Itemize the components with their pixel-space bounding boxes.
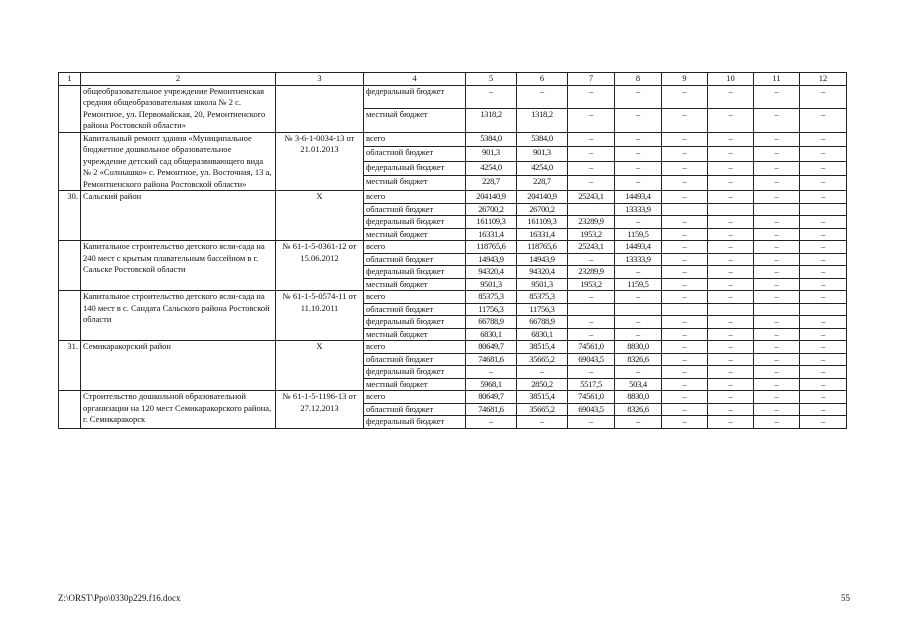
amount-cell: – [754,291,800,304]
amount-cell: – [708,416,754,429]
column-header: 1 [59,73,81,86]
amount-cell: 8326,6 [615,403,662,416]
amount-cell: – [662,109,708,133]
amount-cell: – [662,328,708,341]
amount-cell: – [754,228,800,241]
amount-cell: – [708,266,754,279]
amount-cell: 228,7 [466,176,517,191]
funding-source: федеральный бюджет [364,316,466,329]
amount-cell: – [754,191,800,204]
amount-cell: – [615,109,662,133]
amount-cell: – [708,132,754,147]
amount-cell: – [708,147,754,162]
amount-cell: 74681,6 [466,403,517,416]
amount-cell: – [800,366,847,379]
column-header: 9 [662,73,708,86]
funding-source: областной бюджет [364,147,466,162]
object-name: Капитальный ремонт здания «Муниципальное бюджетное дошкольное образовательное учреждение детский сад общеразвивающего вида № 2 «Солнышко» с. Ремонтное, ул. Восточная, 13 а, Ремонтненского района Ростовской области» [81,132,276,191]
amount-cell: – [662,366,708,379]
column-header: 4 [364,73,466,86]
amount-cell: 25243,1 [568,191,615,204]
amount-cell: – [615,328,662,341]
amount-cell: – [662,132,708,147]
amount-cell [568,303,615,316]
table-row [59,191,847,204]
object-name: общеобразовательное учреждение Ремонтненская средняя общеобразовательная школа № 2 с. Ремонтное, ул. Первомайская, 20, Ремонтненского района Ростовской области» [81,85,276,132]
object-name: Строительство дошкольной образовательной организации на 120 мест Семикаракорского района, г. Семикаракорск [81,391,276,429]
amount-cell: – [754,109,800,133]
amount-cell: – [708,176,754,191]
amount-cell: 23289,9 [568,216,615,229]
amount-cell: 8830,0 [615,341,662,354]
amount-cell: – [466,416,517,429]
amount-cell: 74561,0 [568,341,615,354]
amount-cell: – [708,316,754,329]
amount-cell: – [708,391,754,404]
table-row [59,241,847,254]
column-header: 3 [276,73,364,86]
table-row [59,85,847,109]
column-header: 5 [466,73,517,86]
item-number [59,241,81,291]
amount-cell: – [615,176,662,191]
amount-cell: – [708,328,754,341]
amount-cell: – [754,176,800,191]
amount-cell: – [615,147,662,162]
item-number: 31. [59,341,81,391]
amount-cell [662,203,708,216]
object-name: Сальский район [81,191,276,241]
item-number [59,391,81,429]
item-number [59,85,81,132]
expertise-code: Х [276,341,364,391]
amount-cell: 1318,2 [517,109,568,133]
amount-cell [708,303,754,316]
funding-source: федеральный бюджет [364,266,466,279]
amount-cell: – [754,391,800,404]
column-header: 10 [708,73,754,86]
funding-source: федеральный бюджет [364,366,466,379]
amount-cell: – [800,341,847,354]
amount-cell: – [662,176,708,191]
amount-cell [754,203,800,216]
amount-cell: – [568,253,615,266]
funding-source: местный бюджет [364,109,466,133]
amount-cell: – [800,191,847,204]
amount-cell: – [754,132,800,147]
amount-cell: 26700,2 [517,203,568,216]
amount-cell: 901,3 [466,147,517,162]
column-header: 2 [81,73,276,86]
expertise-code: № 61-1-5-1196-13 от 27.12.2013 [276,391,364,429]
amount-cell: – [754,378,800,391]
amount-cell: 161109,3 [517,216,568,229]
amount-cell: – [800,328,847,341]
funding-source: федеральный бюджет [364,85,466,109]
amount-cell: – [615,216,662,229]
amount-cell: – [615,161,662,176]
amount-cell: – [662,266,708,279]
amount-cell: – [800,278,847,291]
amount-cell: – [568,132,615,147]
amount-cell: – [754,403,800,416]
amount-cell: – [662,316,708,329]
amount-cell: – [800,353,847,366]
amount-cell: – [662,416,708,429]
amount-cell: – [662,378,708,391]
amount-cell: – [800,216,847,229]
amount-cell: – [754,366,800,379]
amount-cell [615,303,662,316]
amount-cell: – [754,328,800,341]
amount-cell: 11756,3 [466,303,517,316]
amount-cell: 26700,2 [466,203,517,216]
amount-cell: – [662,161,708,176]
amount-cell: – [568,366,615,379]
funding-source: всего [364,341,466,354]
amount-cell: 228,7 [517,176,568,191]
amount-cell: – [615,266,662,279]
amount-cell: 23289,9 [568,266,615,279]
amount-cell: – [800,147,847,162]
funding-source: всего [364,391,466,404]
column-header: 6 [517,73,568,86]
amount-cell: 14493,4 [615,191,662,204]
amount-cell: 66788,9 [466,316,517,329]
amount-cell: – [708,378,754,391]
amount-cell: – [708,216,754,229]
item-number [59,132,81,191]
amount-cell: – [754,216,800,229]
amount-cell: – [800,161,847,176]
amount-cell: – [800,266,847,279]
amount-cell: 8830,0 [615,391,662,404]
amount-cell: – [517,416,568,429]
amount-cell: 14943,9 [466,253,517,266]
item-number [59,291,81,341]
amount-cell: – [754,147,800,162]
amount-cell: 13333,9 [615,203,662,216]
amount-cell: – [800,403,847,416]
funding-source: всего [364,132,466,147]
object-name: Капитальное строительство детского ясли-сада на 140 мест в с. Сандата Сальского района Ростовской области [81,291,276,341]
amount-cell [800,303,847,316]
funding-source: областной бюджет [364,303,466,316]
amount-cell: – [662,391,708,404]
amount-cell: 85375,3 [517,291,568,304]
amount-cell: – [662,403,708,416]
table-row [59,291,847,304]
amount-cell: 6830,1 [517,328,568,341]
amount-cell: 1953,2 [568,278,615,291]
amount-cell: – [662,291,708,304]
table-row [59,132,847,147]
amount-cell: – [708,291,754,304]
amount-cell: – [466,85,517,109]
amount-cell: – [708,241,754,254]
amount-cell: – [568,176,615,191]
amount-cell: 25243,1 [568,241,615,254]
amount-cell: – [568,161,615,176]
amount-cell: – [568,316,615,329]
column-header: 7 [568,73,615,86]
funding-source: областной бюджет [364,353,466,366]
amount-cell: – [615,316,662,329]
amount-cell: 1318,2 [466,109,517,133]
amount-cell: 38515,4 [517,391,568,404]
amount-cell: 38515,4 [517,341,568,354]
amount-cell: 80649,7 [466,391,517,404]
amount-cell: – [662,278,708,291]
amount-cell: – [662,147,708,162]
amount-cell: 161109,3 [466,216,517,229]
amount-cell: – [615,291,662,304]
page-number: 55 [841,593,850,603]
amount-cell: – [800,109,847,133]
amount-cell [800,203,847,216]
amount-cell: – [708,191,754,204]
amount-cell: – [568,147,615,162]
amount-cell: – [568,109,615,133]
amount-cell: 94320,4 [466,266,517,279]
amount-cell: 5384,0 [517,132,568,147]
amount-cell: – [517,366,568,379]
funding-source: всего [364,291,466,304]
amount-cell: 74561,0 [568,391,615,404]
funding-source: областной бюджет [364,403,466,416]
amount-cell: – [708,403,754,416]
amount-cell: – [754,353,800,366]
amount-cell: – [800,176,847,191]
amount-cell: 66788,9 [517,316,568,329]
amount-cell: 85375,3 [466,291,517,304]
amount-cell: 14493,4 [615,241,662,254]
amount-cell: 94320,4 [517,266,568,279]
funding-source: местный бюджет [364,228,466,241]
amount-cell: – [754,278,800,291]
amount-cell: – [615,416,662,429]
amount-cell: – [800,316,847,329]
funding-source: федеральный бюджет [364,161,466,176]
amount-cell: 5517,5 [568,378,615,391]
amount-cell: 9501,3 [517,278,568,291]
amount-cell: – [708,366,754,379]
amount-cell: – [800,253,847,266]
object-name: Капитальное строительство детского ясли-сада на 240 мест с крытым плавательным бассейном в г. Сальске Ростовской области [81,241,276,291]
table-row [59,391,847,404]
funding-source: местный бюджет [364,176,466,191]
column-header: 11 [754,73,800,86]
funding-source: местный бюджет [364,278,466,291]
amount-cell [754,303,800,316]
amount-cell: – [708,109,754,133]
amount-cell: – [662,216,708,229]
amount-cell: 4254,0 [466,161,517,176]
footer-file-path: Z:\ORST\Ppo\0330p229.f16.docx [58,593,181,603]
amount-cell: – [754,416,800,429]
budget-table [58,72,847,429]
amount-cell: 204140,9 [517,191,568,204]
amount-cell: 1159,5 [615,278,662,291]
amount-cell: – [615,85,662,109]
amount-cell: 16331,4 [466,228,517,241]
amount-cell: – [754,161,800,176]
expertise-code: № 61-1-5-0361-12 от 15.06.2012 [276,241,364,291]
amount-cell: 4254,0 [517,161,568,176]
funding-source: местный бюджет [364,378,466,391]
amount-cell: – [800,228,847,241]
amount-cell: – [568,416,615,429]
amount-cell: – [662,253,708,266]
amount-cell: – [800,132,847,147]
expertise-code: № 61-1-5-0574-11 от 11.10.2011 [276,291,364,341]
amount-cell: – [800,241,847,254]
item-number: 30. [59,191,81,241]
amount-cell: 5968,1 [466,378,517,391]
funding-source: федеральный бюджет [364,216,466,229]
amount-cell: 9501,3 [466,278,517,291]
amount-cell: – [754,266,800,279]
amount-cell: – [708,228,754,241]
amount-cell: – [466,366,517,379]
amount-cell: 11756,3 [517,303,568,316]
amount-cell: 204140,9 [466,191,517,204]
amount-cell: 118765,6 [517,241,568,254]
amount-cell: 16331,4 [517,228,568,241]
amount-cell: 1953,2 [568,228,615,241]
amount-cell: 14943,9 [517,253,568,266]
amount-cell: – [662,241,708,254]
expertise-code [276,85,364,132]
amount-cell: – [708,85,754,109]
amount-cell: – [568,291,615,304]
funding-source: областной бюджет [364,253,466,266]
amount-cell: 2850,2 [517,378,568,391]
amount-cell: – [568,85,615,109]
amount-cell: – [615,366,662,379]
amount-cell: – [754,316,800,329]
amount-cell: – [800,378,847,391]
amount-cell: 69043,5 [568,353,615,366]
amount-cell: – [708,341,754,354]
amount-cell: – [708,353,754,366]
amount-cell [568,203,615,216]
amount-cell: 80649,7 [466,341,517,354]
expertise-code: № 3-6-1-0034-13 от 21.01.2013 [276,132,364,191]
amount-cell: 5384,0 [466,132,517,147]
expertise-code: Х [276,191,364,241]
amount-cell [662,303,708,316]
amount-cell: – [615,132,662,147]
amount-cell: – [800,291,847,304]
amount-cell: 69043,5 [568,403,615,416]
amount-cell: – [708,161,754,176]
amount-cell: – [662,85,708,109]
amount-cell: – [708,278,754,291]
amount-cell: 118765,6 [466,241,517,254]
amount-cell: 35665,2 [517,353,568,366]
table-row [59,341,847,354]
amount-cell: – [800,85,847,109]
amount-cell: – [754,341,800,354]
amount-cell: – [662,341,708,354]
amount-cell: – [800,416,847,429]
funding-source: местный бюджет [364,328,466,341]
amount-cell: – [754,253,800,266]
amount-cell: – [754,241,800,254]
amount-cell: – [662,228,708,241]
object-name: Семикаракорский район [81,341,276,391]
amount-cell: 1159,5 [615,228,662,241]
amount-cell: 8326,6 [615,353,662,366]
funding-source: федеральный бюджет [364,416,466,429]
amount-cell [708,203,754,216]
amount-cell: – [754,85,800,109]
column-header: 8 [615,73,662,86]
funding-source: всего [364,191,466,204]
funding-source: всего [364,241,466,254]
amount-cell: 35665,2 [517,403,568,416]
amount-cell: – [800,391,847,404]
header-row [59,73,847,86]
column-header: 12 [800,73,847,86]
amount-cell: – [517,85,568,109]
amount-cell: 13333,9 [615,253,662,266]
amount-cell: – [568,328,615,341]
amount-cell: – [662,191,708,204]
amount-cell: 503,4 [615,378,662,391]
amount-cell: 74681,6 [466,353,517,366]
amount-cell: – [708,253,754,266]
amount-cell: 6830,1 [466,328,517,341]
funding-source: областной бюджет [364,203,466,216]
amount-cell: 901,3 [517,147,568,162]
amount-cell: – [662,353,708,366]
